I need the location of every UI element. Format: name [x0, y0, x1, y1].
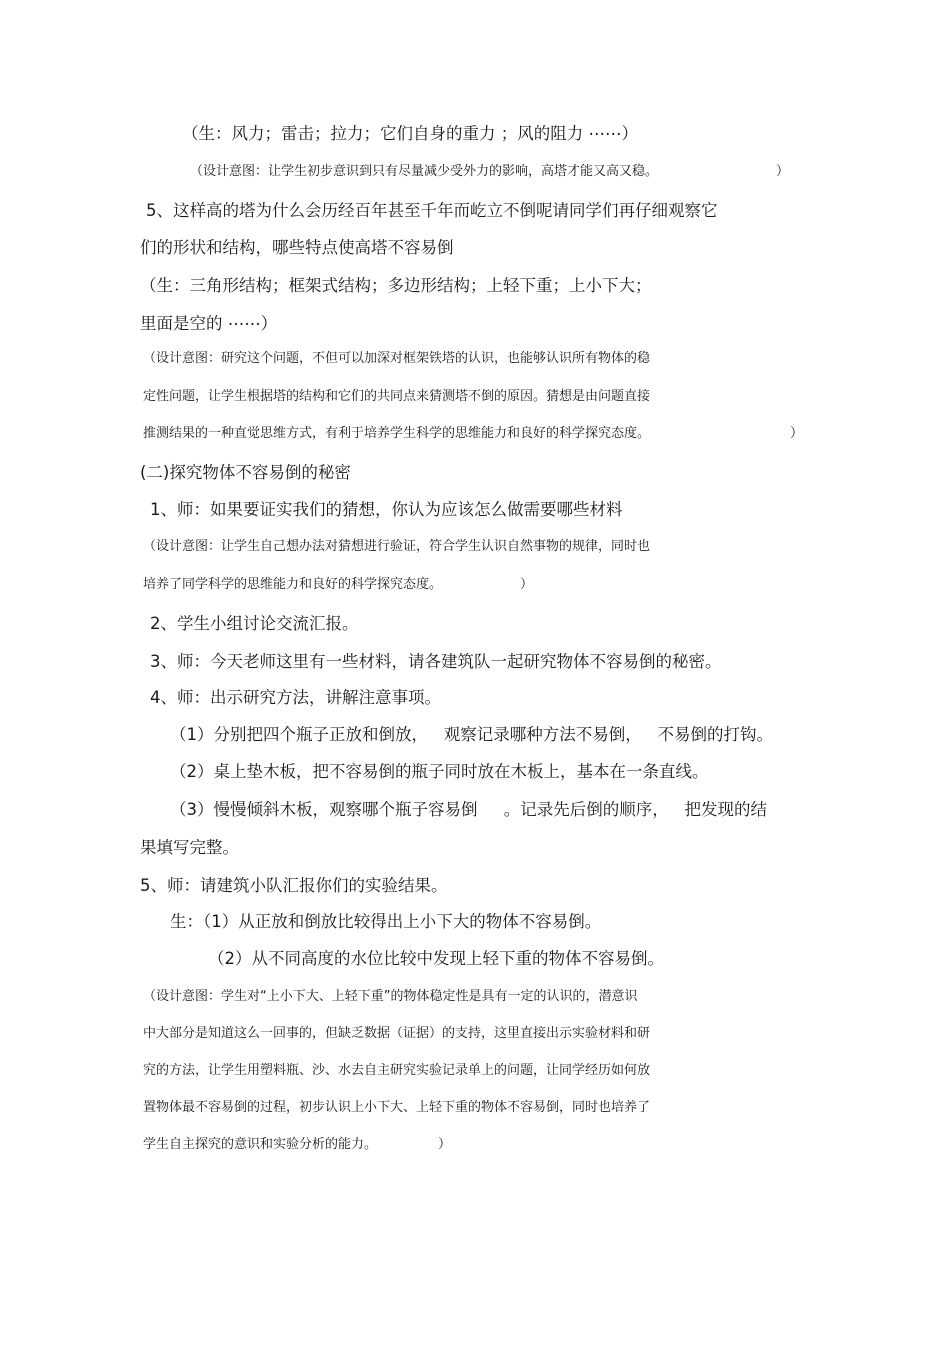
- design-intent-2-line-1: （设计意图：研究这个问题，不但可以加深对框架铁塔的认识，也能够认识所有物体的稳: [143, 351, 651, 366]
- step-3: 3、师：今天老师这里有一些材料，请各建筑队一起研究物体不容易倒的秘密。: [150, 652, 722, 671]
- step-4: 4、师：出示研究方法，讲解注意事项。: [150, 688, 441, 707]
- student-answer-structures-2: 里面是空的 ⋯⋯）: [140, 314, 278, 333]
- design-intent-2-line-2: 定性问题，让学生根据塔的结构和它们的共同点来猜测塔不倒的原因。猜想是由问题直接: [143, 389, 651, 404]
- step-1: 1、师：如果要证实我们的猜想，你认为应该怎么做需要哪些材料: [150, 500, 623, 519]
- question-5-line-2: 们的形状和结构，哪些特点使高塔不容易倒: [140, 238, 454, 257]
- method-1: （1）分别把四个瓶子正放和倒放， 观察记录哪种方法不易倒， 不易倒的打钩。: [170, 725, 773, 744]
- method-3-line-2: 果填写完整。: [140, 838, 239, 857]
- student-answer-forces: （生：风力；雷击；拉力；它们自身的重力 ；风的阻力 ⋯⋯）: [182, 124, 638, 143]
- design-intent-4-line-4: 置物体最不容易倒的过程，初步认识上小下大、上轻下重的物体不容易倒，同时也培养了: [143, 1100, 651, 1115]
- student-result-2: （2）从不同高度的水位比较中发现上轻下重的物体不容易倒。: [208, 949, 664, 968]
- step-2: 2、学生小组讨论交流汇报。: [150, 614, 359, 633]
- design-intent-2-close: ）: [790, 426, 804, 441]
- design-intent-4-line-5: 学生自主探究的意识和实验分析的能力。: [143, 1137, 378, 1152]
- design-intent-4-line-3: 究的方法，让学生用塑料瓶、沙、水去自主研究实验记录单上的问题，让同学经历如何放: [143, 1063, 651, 1078]
- design-intent-1: （设计意图：让学生初步意识到只有尽量减少受外力的影响，高塔才能又高又稳。: [190, 164, 659, 179]
- design-intent-3-line-1: （设计意图：让学生自己想办法对猜想进行验证，符合学生认识自然事物的规律，同时也: [143, 539, 651, 554]
- student-answer-structures-1: （生：三角形结构；框架式结构；多边形结构；上轻下重；上小下大；: [140, 276, 652, 295]
- design-intent-1-close: ）: [776, 164, 790, 179]
- question-5-line-1: 5、这样高的塔为什么会历经百年甚至千年而屹立不倒呢请同学们再仔细观察它: [146, 201, 718, 220]
- student-result-1: 生：（1）从正放和倒放比较得出上小下大的物体不容易倒。: [170, 912, 602, 931]
- method-3-line-1: （3）慢慢倾斜木板，观察哪个瓶子容易倒 。记录先后倒的顺序， 把发现的结: [170, 800, 767, 819]
- design-intent-4-line-1: （设计意图：学生对“上小下大、上轻下重”的物体稳定性是具有一定的认识的，潜意识: [143, 989, 638, 1004]
- section-2-heading: (二)探究物体不容易倒的秘密: [140, 463, 351, 482]
- method-2: （2）桌上垫木板，把不容易倒的瓶子同时放在木板上，基本在一条直线。: [170, 762, 709, 781]
- design-intent-3-close: ）: [520, 577, 534, 592]
- design-intent-2-line-3: 推测结果的一种直觉思维方式，有利于培养学生科学的思维能力和良好的科学探究态度。: [143, 426, 651, 441]
- step-5: 5、师：请建筑小队汇报你们的实验结果。: [140, 876, 448, 895]
- design-intent-4-close: ）: [438, 1137, 452, 1152]
- design-intent-4-line-2: 中大部分是知道这么一回事的，但缺乏数据（证据）的支持，这里直接出示实验材料和研: [143, 1026, 651, 1041]
- design-intent-3-line-2: 培养了同学科学的思维能力和良好的科学探究态度。: [143, 577, 443, 592]
